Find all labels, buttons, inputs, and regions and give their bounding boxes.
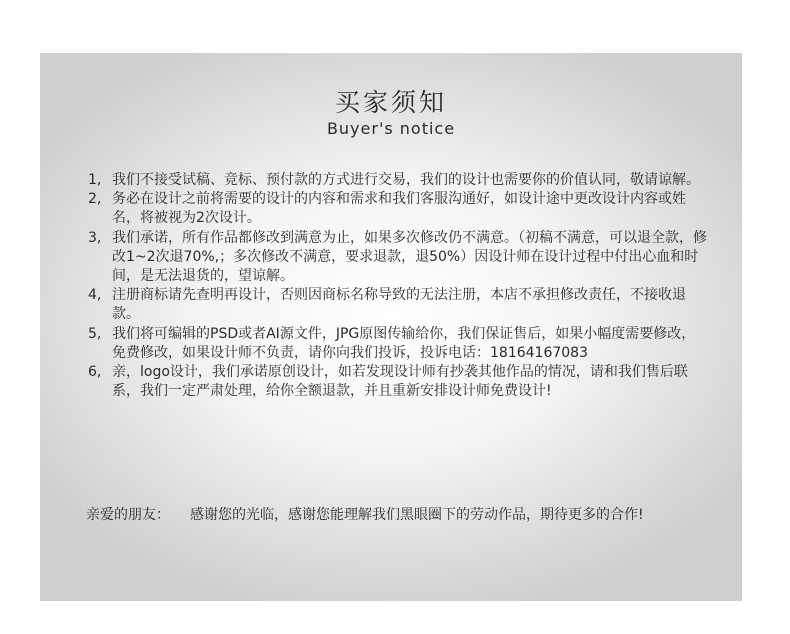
notice-number: 4, <box>88 287 102 304</box>
notice-text: 务必在设计之前将需要的设计的内容和需求和我们客服沟通好，如设计途中更改设计内容或姓名，将被视为2次设计。 <box>112 191 686 227</box>
notice-number: 6, <box>88 364 102 381</box>
closing-message <box>86 505 706 525</box>
notice-item-6 <box>88 363 708 401</box>
notice-number: 1, <box>88 172 102 188</box>
notice-number: 5, <box>88 325 102 342</box>
closing-text: 感谢您的光临，感谢您能理解我们黑眼圈下的劳动作品，期待更多的合作! <box>190 507 644 523</box>
notice-list <box>88 171 708 401</box>
page-title: 买家须知 <box>334 88 447 117</box>
notice-text: 我们不接受试稿、竞标、预付款的方式进行交易，我们的设计也需要你的价值认同，敬请谅解。 <box>112 172 700 188</box>
notice-item-1 <box>88 171 708 190</box>
notice-item-3 <box>88 229 708 287</box>
notice-panel <box>40 53 742 601</box>
notice-number: 2, <box>88 191 102 208</box>
notice-text: 我们将可编辑的PSD或者AI源文件，JPG原图传输给你，我们保证售后，如果小幅度需要修改，免费修改，如果设计师不负责，请你向我们投诉，投诉电话：18164167083 <box>112 325 696 361</box>
notice-text: 注册商标请先查明再设计，否则因商标名称导致的无法注册，本店不承担修改责任，不接收退款。 <box>112 287 686 323</box>
notice-number: 3, <box>88 229 102 246</box>
notice-item-5 <box>88 325 708 363</box>
notice-item-4 <box>88 286 708 324</box>
notice-text: 亲，logo设计，我们承诺原创设计，如若发现设计师有抄袭其他作品的情况，请和我们售后联系，我们一定严肃处理，给你全额退款，并且重新安排设计师免费设计! <box>112 364 688 400</box>
page-subtitle: Buyer's notice <box>326 119 456 138</box>
closing-greeting: 亲爱的朋友： <box>86 507 170 523</box>
notice-text: 我们承诺，所有作品都修改到满意为止，如果多次修改仍不满意。（初稿不满意，可以退全款，修改1~2次退70%,；多次修改不满意，要求退款，退50%）因设计师在设计过程中付出心血和时间，是无法退货的，望谅解。 <box>112 229 707 285</box>
notice-item-2 <box>88 190 708 228</box>
